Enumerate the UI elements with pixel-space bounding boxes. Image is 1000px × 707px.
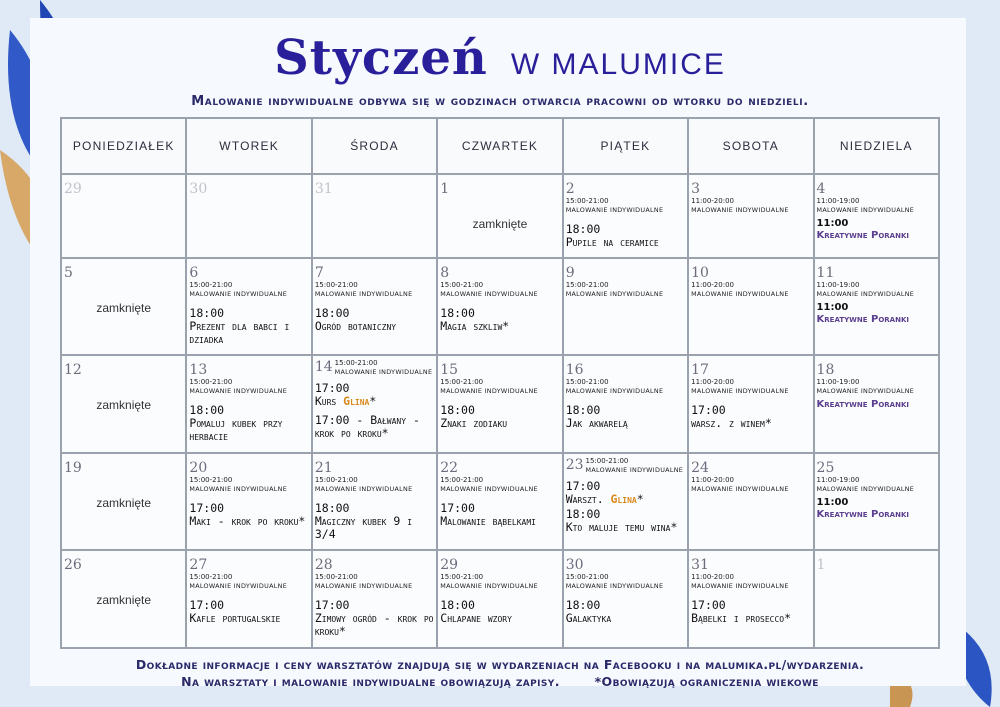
event-time: 17:00 — [691, 403, 726, 418]
event-time: 18:00 — [440, 403, 475, 418]
opening-hours: 15:00-21:00 — [189, 280, 233, 289]
event-name: Kreatywne Poranki — [816, 313, 909, 325]
event-name: Pupile na ceramice — [565, 235, 659, 249]
calendar-week — [61, 174, 939, 258]
day-number: 17 — [691, 362, 709, 379]
day-cell — [61, 174, 186, 258]
day-number: 14 — [314, 359, 333, 376]
individual-painting-label: MALOWANIE INDYWIDUALNE — [565, 387, 664, 396]
day-number: 22 — [440, 459, 459, 476]
day-cell — [61, 453, 186, 551]
day-number: 6 — [189, 264, 199, 281]
individual-painting-label: MALOWANIE INDYWIDUALNE — [334, 368, 433, 377]
day-cell — [563, 453, 688, 551]
event — [440, 502, 559, 528]
individual-painting-label: MALOWANIE INDYWIDUALNE — [691, 484, 789, 493]
event-name: Pomaluj kubek przy herbacie — [189, 416, 283, 444]
event-name: Malowanie bąbelkami — [440, 513, 536, 528]
day-number: 10 — [691, 264, 709, 281]
day-number: 1 — [440, 181, 450, 197]
day-number: 7 — [314, 264, 324, 281]
day-cell — [61, 355, 186, 453]
day-number: 5 — [64, 264, 73, 281]
footer-registration — [0, 674, 1000, 689]
calendar-week — [61, 355, 939, 453]
day-cell — [563, 258, 688, 356]
day-number: 23 — [565, 456, 584, 473]
event-name: Jak akwarelą — [565, 416, 628, 431]
event-time: 18:00 — [440, 598, 475, 613]
opening-hours: 15:00-21:00 — [314, 573, 358, 582]
event-time: 17:00 — [314, 598, 350, 613]
event-time: 18:00 — [314, 305, 350, 320]
day-number: 31 — [314, 181, 333, 197]
opening-hours: 15:00-21:00 — [440, 573, 484, 582]
day-number: 29 — [440, 557, 459, 574]
day-number: 8 — [440, 264, 450, 281]
kreatywne-poranki — [817, 497, 936, 521]
day-cell — [186, 355, 311, 453]
individual-painting-label: MALOWANIE INDYWIDUALNE — [189, 289, 288, 298]
individual-painting-label: MALOWANIE INDYWIDUALNE — [565, 206, 664, 214]
glina-highlight: Glina — [343, 394, 370, 409]
opening-hours: 11:00-19:00 — [816, 475, 860, 484]
opening-hours: 15:00-21:00 — [565, 573, 609, 582]
day-cell — [563, 550, 688, 648]
day-number: 26 — [64, 557, 82, 574]
calendar-week — [61, 258, 939, 356]
event-time: 17:00 — [189, 500, 225, 515]
event-name: Magiczny kubek 9 i 3/4 — [314, 513, 413, 541]
event-time: 18:00 — [565, 403, 601, 418]
event — [315, 414, 434, 440]
day-cell — [186, 258, 311, 356]
day-cell — [814, 258, 939, 356]
event-name: Chlapane wzory — [440, 611, 512, 626]
event-name-prefix: Kurs — [314, 394, 344, 409]
opening-hours: 15:00-21:00 — [565, 378, 609, 387]
individual-painting-label: MALOWANIE INDYWIDUALNE — [189, 484, 288, 493]
event-name: 17:00 - Bałwany - krok po kroku* — [314, 413, 420, 441]
individual-painting-label: MALOWANIE INDYWIDUALNE — [314, 484, 413, 493]
day-number: 16 — [565, 362, 584, 379]
event-time: 18:00 — [440, 305, 475, 320]
opening-hours: 11:00-20:00 — [691, 197, 734, 205]
event — [566, 404, 685, 430]
closed-label: zamknięte — [96, 495, 152, 510]
event-name — [315, 395, 434, 408]
event-time: 18:00 — [565, 222, 601, 236]
individual-painting-label: MALOWANIE INDYWIDUALNE — [585, 465, 684, 474]
event-name: Prezent dla babci i dziadka — [189, 318, 290, 346]
kreatywne-poranki — [817, 302, 936, 326]
subtitle: Malowanie indywidualne odbywa się w godzinach otwarcia pracowni od wtorku do niedzieli. — [191, 94, 809, 109]
opening-hours: 15:00-21:00 — [440, 378, 484, 387]
age-restriction-note: *Obowiązują ograniczenia wiekowe — [594, 674, 819, 689]
opening-hours: 15:00-21:00 — [189, 378, 233, 387]
individual-painting-label: MALOWANIE INDYWIDUALNE — [440, 582, 538, 591]
day-cell — [312, 174, 437, 258]
opening-hours: 15:00-21:00 — [585, 456, 629, 465]
opening-hours: 15:00-21:00 — [189, 475, 233, 484]
weekday-header: NIEDZIELA — [814, 118, 939, 174]
individual-painting-label: MALOWANIE INDYWIDUALNE — [440, 484, 538, 493]
opening-hours: 11:00-20:00 — [691, 378, 734, 387]
event-time: 18:00 — [189, 403, 225, 418]
event — [440, 307, 559, 333]
day-cell — [688, 174, 813, 258]
day-cell — [61, 258, 186, 356]
event-name-prefix: Warszt. — [565, 491, 611, 506]
day-cell — [814, 550, 939, 648]
day-number: 30 — [189, 181, 208, 197]
day-number: 4 — [816, 181, 826, 197]
event — [440, 404, 559, 430]
event-name: Kafle portugalskie — [189, 611, 281, 626]
glina-highlight: Glina — [610, 491, 637, 506]
day-cell — [61, 550, 186, 648]
individual-painting-label: MALOWANIE INDYWIDUALNE — [816, 289, 915, 298]
calendar-week — [61, 453, 939, 551]
day-cell — [186, 550, 311, 648]
event-time: 17:00 — [189, 598, 225, 613]
event-time: 17:00 — [565, 478, 601, 493]
title-location: W MALUMICE — [510, 48, 726, 81]
opening-hours: 15:00-21:00 — [189, 573, 233, 582]
opening-hours: 15:00-21:00 — [314, 475, 358, 484]
day-cell — [437, 550, 562, 648]
event-time: 11:00 — [816, 301, 849, 313]
day-cell — [563, 174, 688, 258]
calendar-week — [61, 550, 939, 648]
event-name: Bąbelki i prosecco* — [691, 611, 792, 626]
day-cell — [814, 174, 939, 258]
weekday-header: WTOREK — [186, 118, 311, 174]
event-name: warsz. z winem* — [691, 416, 772, 431]
day-cell — [688, 355, 813, 453]
day-cell — [814, 453, 939, 551]
day-cell — [437, 355, 562, 453]
event — [691, 599, 810, 625]
page-title — [0, 30, 1000, 86]
day-cell — [688, 258, 813, 356]
event — [315, 307, 434, 333]
event — [189, 599, 308, 625]
opening-hours: 11:00-19:00 — [816, 197, 860, 205]
title-month: Styczeń — [274, 30, 488, 86]
kreatywne-poranki — [817, 399, 936, 411]
kreatywne-poranki — [817, 218, 936, 242]
individual-painting-label: MALOWANIE INDYWIDUALNE — [816, 387, 915, 396]
individual-painting-label: MALOWANIE INDYWIDUALNE — [440, 289, 538, 298]
event-time: 17:00 — [440, 500, 475, 515]
event-name: Kto maluje temu wina* — [565, 519, 678, 534]
day-number: 13 — [189, 362, 208, 379]
calendar-grid — [60, 117, 940, 649]
day-number: 11 — [816, 264, 835, 281]
event — [315, 382, 434, 408]
day-number: 27 — [189, 557, 208, 574]
day-number: 29 — [64, 181, 82, 197]
individual-painting-label: MALOWANIE INDYWIDUALNE — [691, 206, 789, 214]
weekday-header: PONIEDZIAŁEK — [61, 118, 186, 174]
event — [315, 599, 434, 638]
day-cell — [688, 453, 813, 551]
day-number: 2 — [565, 181, 575, 197]
day-cell — [563, 355, 688, 453]
event — [189, 307, 308, 346]
individual-painting-label: MALOWANIE INDYWIDUALNE — [565, 289, 664, 298]
event-time: 17:00 — [314, 381, 350, 396]
opening-hours: 11:00-19:00 — [816, 378, 860, 387]
day-number: 30 — [565, 557, 584, 574]
day-number: 1 — [816, 557, 826, 574]
closed-label: zamknięte — [96, 398, 152, 413]
event-time: 11:00 — [816, 496, 849, 508]
day-cell — [186, 453, 311, 551]
event-name: Maki - krok po kroku* — [189, 513, 306, 528]
footer-info: Dokładne informacje i ceny warsztatów znajdują się w wydarzeniach na Facebooku i na malumika.pl/wydarzenia. — [135, 657, 865, 672]
day-cell — [312, 453, 437, 551]
event-name-suffix: * — [369, 394, 377, 409]
event — [566, 480, 685, 506]
day-cell — [688, 550, 813, 648]
day-cell — [437, 453, 562, 551]
closed-label: zamknięte — [96, 593, 152, 608]
day-header — [566, 457, 685, 474]
individual-painting-label: MALOWANIE INDYWIDUALNE — [565, 582, 664, 591]
day-number: 18 — [816, 362, 835, 379]
day-number: 3 — [691, 181, 701, 197]
opening-hours: 15:00-21:00 — [565, 280, 609, 289]
event — [566, 599, 685, 625]
event — [566, 508, 685, 534]
individual-painting-label: MALOWANIE INDYWIDUALNE — [189, 387, 288, 396]
opening-hours: 15:00-21:00 — [314, 280, 358, 289]
day-cell — [312, 550, 437, 648]
closed-label: zamknięte — [96, 300, 152, 315]
day-number: 25 — [816, 459, 835, 476]
day-number: 12 — [64, 362, 82, 379]
individual-painting-label: MALOWANIE INDYWIDUALNE — [691, 387, 789, 396]
day-number: 24 — [691, 459, 709, 476]
day-number: 28 — [314, 557, 333, 574]
opening-hours: 15:00-21:00 — [440, 475, 484, 484]
day-header — [315, 359, 434, 376]
event-time: 11:00 — [816, 218, 849, 229]
opening-hours: 11:00-19:00 — [816, 280, 860, 289]
weekday-header: SOBOTA — [688, 118, 813, 174]
opening-hours: 15:00-21:00 — [440, 280, 484, 289]
event — [189, 502, 308, 528]
individual-painting-label: MALOWANIE INDYWIDUALNE — [314, 289, 413, 298]
event — [691, 404, 810, 430]
event — [440, 599, 559, 625]
event-time: 17:00 — [691, 598, 726, 613]
individual-painting-label: MALOWANIE INDYWIDUALNE — [816, 484, 915, 493]
weekday-header: PIĄTEK — [563, 118, 688, 174]
event-name: Znaki zodiaku — [440, 416, 508, 431]
day-cell — [312, 355, 437, 453]
opening-hours: 11:00-20:00 — [691, 573, 734, 582]
opening-hours: 15:00-21:00 — [334, 359, 378, 368]
event-name: Galaktyka — [565, 611, 612, 626]
day-number: 9 — [565, 264, 575, 281]
individual-painting-label: MALOWANIE INDYWIDUALNE — [691, 582, 789, 591]
weekday-header: ŚRODA — [312, 118, 437, 174]
opening-hours: 11:00-20:00 — [691, 280, 734, 289]
event-time: 18:00 — [189, 305, 225, 320]
individual-painting-label: MALOWANIE INDYWIDUALNE — [691, 289, 789, 298]
individual-painting-label: MALOWANIE INDYWIDUALNE — [314, 582, 413, 591]
day-number: 19 — [64, 459, 82, 476]
day-cell — [186, 174, 311, 258]
event-name-suffix: * — [636, 491, 644, 506]
event-name: Zimowy ogród - krok po kroku* — [314, 611, 434, 639]
event-name: Kreatywne Poranki — [816, 399, 909, 411]
day-number: 21 — [314, 459, 333, 476]
event-name — [566, 493, 685, 506]
opening-hours: 15:00-21:00 — [565, 197, 609, 205]
day-cell — [437, 258, 562, 356]
weekday-header-row — [61, 118, 939, 174]
individual-painting-label: MALOWANIE INDYWIDUALNE — [189, 582, 288, 591]
event-name: Kreatywne Poranki — [816, 508, 909, 520]
opening-hours: 11:00-20:00 — [691, 475, 734, 484]
event — [315, 502, 434, 541]
registration-note: Na warsztaty i malowanie indywidualne obowiązują zapisy. — [181, 674, 560, 689]
event-name: Ogród botaniczny — [314, 318, 397, 333]
day-cell — [437, 174, 562, 258]
closed-label: zamknięte — [472, 217, 528, 231]
day-cell — [312, 258, 437, 356]
event-time: 18:00 — [565, 598, 601, 613]
event-time: 18:00 — [565, 506, 601, 521]
weekday-header: CZWARTEK — [437, 118, 562, 174]
event-name: Magia szkliw* — [440, 318, 510, 333]
individual-painting-label: MALOWANIE INDYWIDUALNE — [440, 387, 538, 396]
day-number: 15 — [440, 362, 459, 379]
event — [189, 404, 308, 443]
day-cell — [814, 355, 939, 453]
day-number: 20 — [189, 459, 208, 476]
event-time: 18:00 — [314, 500, 350, 515]
individual-painting-label: MALOWANIE INDYWIDUALNE — [816, 206, 915, 214]
event-name: Kreatywne Poranki — [816, 230, 909, 241]
event — [566, 223, 685, 249]
day-number: 31 — [691, 557, 709, 574]
